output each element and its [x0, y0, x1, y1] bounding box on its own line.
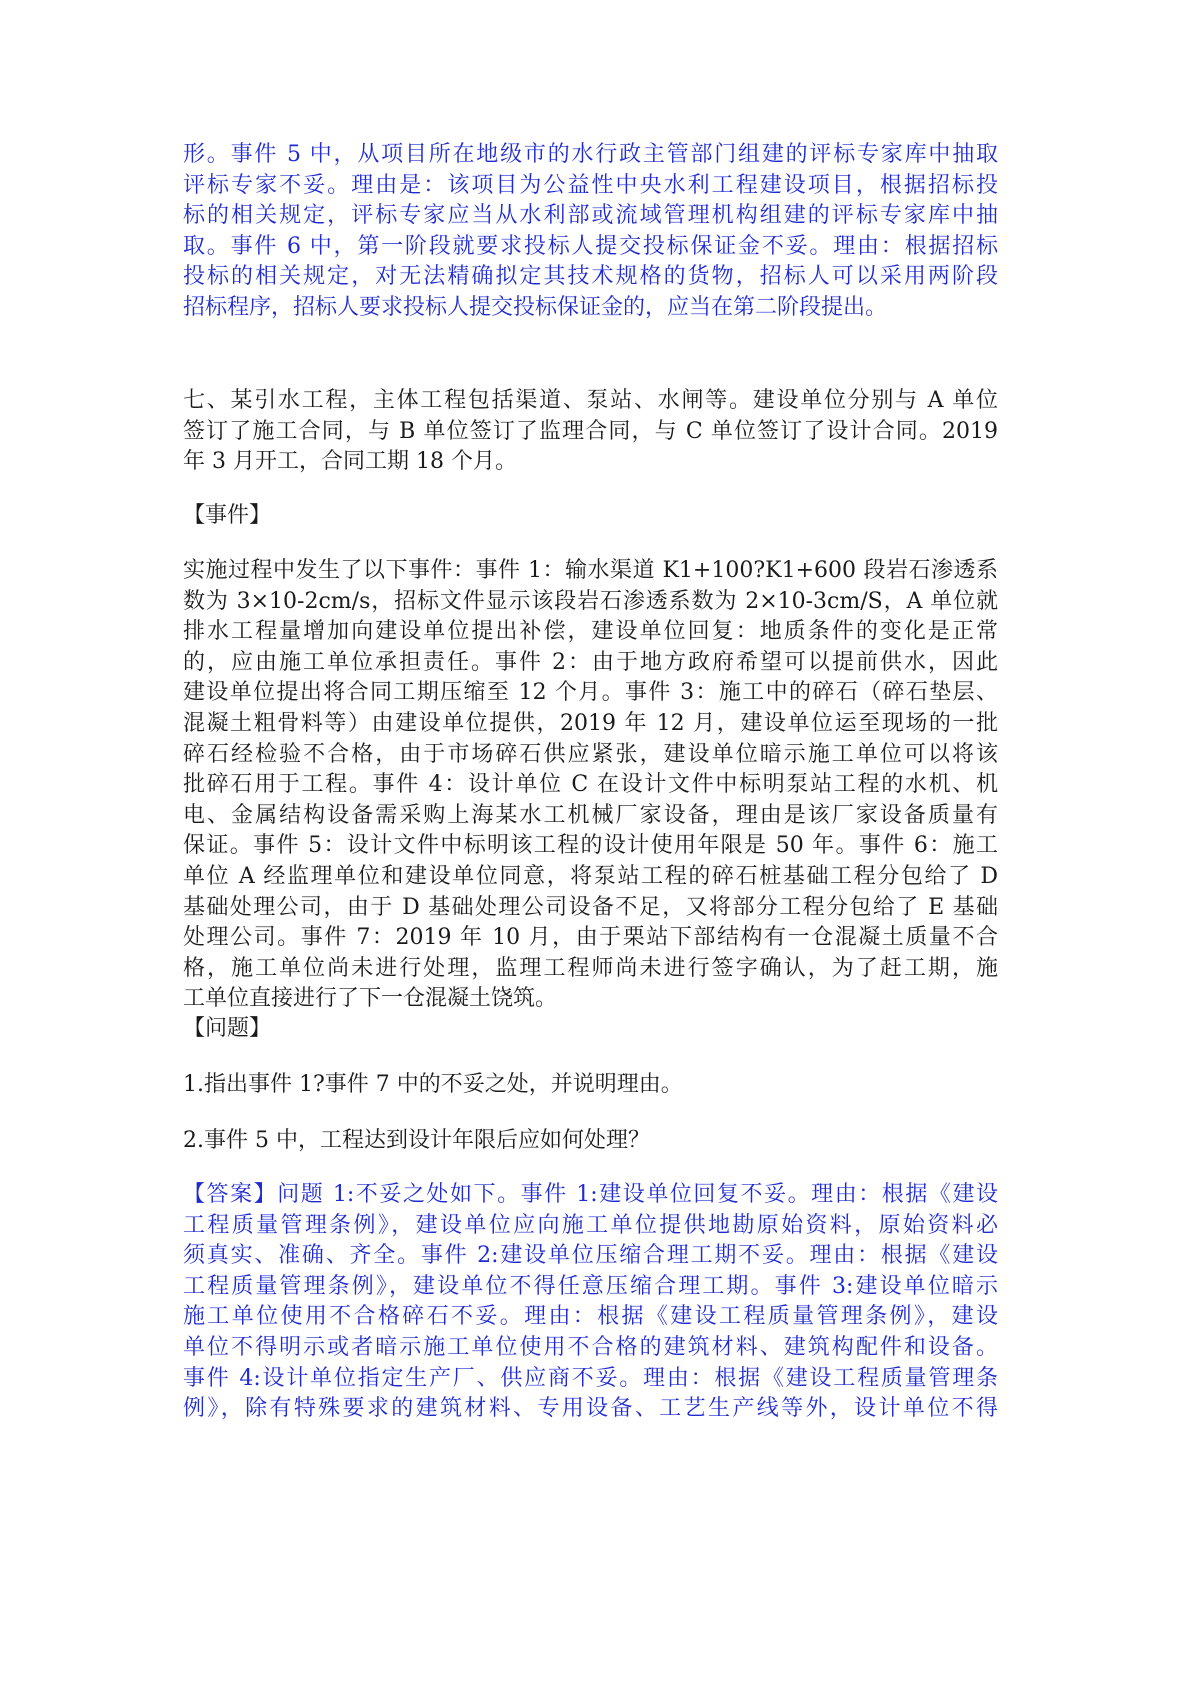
- text-line: 签订了施工合同，与 B 单位签订了监理合同，与 C 单位签订了设计合同。2019: [183, 418, 998, 444]
- text-line: 保证。事件 5：设计文件中标明该工程的设计使用年限是 50 年。事件 6：施工: [183, 833, 998, 859]
- text-line: 电、金属结构设备需采购上海某水工机械厂家设备，理由是该厂家设备质量有: [183, 802, 998, 828]
- text-line: 格，施工单位尚未进行处理，监理工程师尚未进行签字确认，为了赶工期，施: [183, 955, 998, 981]
- text-line: 须真实、准确、齐全。事件 2:建设单位压缩合理工期不妥。理由：根据《建设: [183, 1243, 998, 1269]
- question-1: 1.指出事件 1?事件 7 中的不妥之处，并说明理由。: [183, 1072, 683, 1097]
- events-paragraph: [183, 556, 998, 1015]
- text-line: 标的相关规定，评标专家应当从水利部或流域管理机构组建的评标专家库中抽: [183, 203, 998, 229]
- text-line: 批碎石用于工程。事件 4：设计单位 C 在设计文件中标明泵站工程的水机、机: [183, 772, 998, 798]
- text-line: 年 3 月开工，合同工期 18 个月。: [183, 449, 517, 475]
- text-line: 例》，除有特殊要求的建筑材料、专用设备、工艺生产线等外，设计单位不得: [183, 1396, 998, 1422]
- text-line: 投标的相关规定，对无法精确拟定其技术规格的货物，招标人可以采用两阶段: [183, 264, 998, 290]
- text-line: 形。事件 5 中，从项目所在地级市的水行政主管部门组建的评标专家库中抽取: [183, 142, 998, 167]
- text-line: 事件 4:设计单位指定生产厂、供应商不妥。理由：根据《建设工程质量管理条: [183, 1365, 998, 1391]
- text-line: 取。事件 6 中，第一阶段就要求投标人提交投标保证金不妥。理由：根据招标: [183, 233, 998, 259]
- events-heading: 【事件】: [183, 503, 272, 528]
- text-line: 评标专家不妥。理由是：该项目为公益性中央水利工程建设项目，根据招标投: [183, 172, 998, 198]
- text-line: 七、某引水工程，主体工程包括渠道、泵站、水闸等。建设单位分别与 A 单位: [183, 388, 998, 413]
- text-line: 工单位直接进行了下一仓混凝土饶筑。: [183, 986, 558, 1012]
- text-line: 处理公司。事件 7：2019 年 10 月，由于栗站下部结构有一仓混凝土质量不合: [183, 925, 998, 951]
- text-line: 排水工程量增加向建设单位提出补偿，建设单位回复：地质条件的变化是正常: [183, 619, 998, 645]
- text-line: 【答案】问题 1:不妥之处如下。事件 1:建设单位回复不妥。理由：根据《建设: [183, 1182, 998, 1207]
- text-line: 招标程序，招标人要求投标人提交投标保证金的，应当在第二阶段提出。: [183, 294, 888, 320]
- text-line: 建设单位提出将合同工期压缩至 12 个月。事件 3：施工中的碎石（碎石垫层、: [183, 680, 998, 706]
- text-line: 实施过程中发生了以下事件：事件 1：输水渠道 K1+100?K1+600 段岩石渗透系: [183, 558, 998, 583]
- previous-answer-paragraph: [183, 140, 998, 324]
- text-line: 工程质量管理条例》，建设单位不得任意压缩合理工期。事件 3:建设单位暗示: [183, 1273, 998, 1299]
- text-line: 工程质量管理条例》，建设单位应向施工单位提供地勘原始资料，原始资料必: [183, 1212, 998, 1238]
- text-line: 碎石经检验不合格，由于市场碎石供应紧张，建设单位暗示施工单位可以将该: [183, 741, 998, 767]
- text-line: 单位不得明示或者暗示施工单位使用不合格的建筑材料、建筑构配件和设备。: [183, 1334, 998, 1360]
- answer-paragraph: [183, 1180, 998, 1425]
- questions-heading: 【问题】: [183, 1016, 272, 1041]
- question-2: 2.事件 5 中，工程达到设计年限后应如何处理？: [183, 1128, 650, 1153]
- text-line: 基础处理公司，由于 D 基础处理公司设备不足，又将部分工程分包给了 E 基础: [183, 894, 998, 920]
- text-line: 的，应由施工单位承担责任。事件 2：由于地方政府希望可以提前供水，因此: [183, 649, 998, 675]
- text-line: 施工单位使用不合格碎石不妥。理由：根据《建设工程质量管理条例》，建设: [183, 1304, 998, 1330]
- text-line: 单位 A 经监理单位和建设单位同意，将泵站工程的碎石桩基础工程分包给了 D: [183, 863, 998, 889]
- text-line: 混凝土粗骨料等）由建设单位提供，2019 年 12 月，建设单位运至现场的一批: [183, 710, 998, 736]
- text-line: 数为 3×10-2cm/s，招标文件显示该段岩石渗透系数为 2×10-3cm/S，A 单位就: [183, 588, 998, 614]
- question-intro-paragraph: [183, 386, 998, 478]
